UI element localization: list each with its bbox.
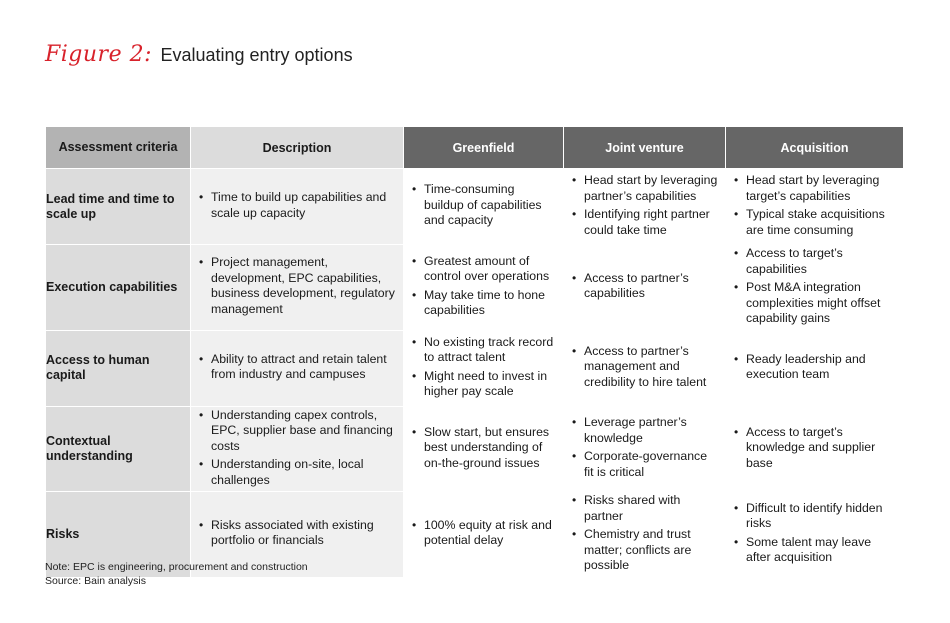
bullet-item: • Might need to invest in higher pay scale <box>412 369 557 400</box>
bullet-item: • Risks shared with partner <box>572 493 719 524</box>
figure-title-block <box>45 42 353 67</box>
row-description <box>191 245 404 331</box>
bullet-item: • Project management, development, EPC capabilities, business development, regulatory management <box>199 255 397 317</box>
header-greenfield: Greenfield <box>404 127 564 169</box>
header-description: Description <box>191 127 404 169</box>
row-criteria: Execution capabilities <box>46 245 191 331</box>
row-greenfield <box>404 330 564 406</box>
bullet-item: • Access to partner’s management and credibility to hire talent <box>572 344 719 391</box>
bullet-item: • Difficult to identify hidden risks <box>734 501 897 532</box>
bullet-item: • May take time to hone capabilities <box>412 288 557 319</box>
source-text: Source: Bain analysis <box>45 575 146 587</box>
row-criteria: Contextual understanding <box>46 406 191 492</box>
row-description <box>191 406 404 492</box>
row-greenfield <box>404 492 564 578</box>
row-acquisition <box>726 169 904 245</box>
footnotes <box>45 560 308 588</box>
row-joint-venture <box>564 492 726 578</box>
bullet-item: • Time to build up capabilities and scale up capacity <box>199 190 397 221</box>
bullet-item: • Access to target’s capabilities <box>734 246 897 277</box>
bullet-item: • Time-consuming buildup of capabilities and capacity <box>412 182 557 229</box>
header-joint-venture: Joint venture <box>564 127 726 169</box>
row-acquisition <box>726 406 904 492</box>
bullet-item: • No existing track record to attract talent <box>412 335 557 366</box>
row-criteria: Risks <box>46 492 191 578</box>
row-greenfield <box>404 245 564 331</box>
row-joint-venture <box>564 330 726 406</box>
bullet-item: • Head start by leveraging target’s capabilities <box>734 173 897 204</box>
row-greenfield <box>404 406 564 492</box>
bullet-item: • Understanding capex controls, EPC, supplier base and financing costs <box>199 408 397 455</box>
row-greenfield <box>404 169 564 245</box>
row-description <box>191 169 404 245</box>
row-acquisition <box>726 492 904 578</box>
figure-title: Evaluating entry options <box>160 45 353 65</box>
table-row <box>46 169 904 245</box>
bullet-item: • Some talent may leave after acquisition <box>734 535 897 566</box>
bullet-item: • Risks associated with existing portfolio or financials <box>199 518 397 549</box>
bullet-item: • Identifying right partner could take time <box>572 207 719 238</box>
row-joint-venture <box>564 245 726 331</box>
row-acquisition <box>726 330 904 406</box>
row-description <box>191 330 404 406</box>
row-criteria: Access to human capital <box>46 330 191 406</box>
table-row <box>46 330 904 406</box>
bullet-item: • Ability to attract and retain talent from industry and campuses <box>199 352 397 383</box>
bullet-item: • Corporate-governance fit is critical <box>572 449 719 480</box>
bullet-item: • Ready leadership and execution team <box>734 352 897 383</box>
bullet-item: • Chemistry and trust matter; conflicts are possible <box>572 527 719 574</box>
bullet-item: • Understanding on-site, local challenges <box>199 457 397 488</box>
row-criteria: Lead time and time to scale up <box>46 169 191 245</box>
bullet-item: • Greatest amount of control over operations <box>412 254 557 285</box>
header-acquisition: Acquisition <box>726 127 904 169</box>
bullet-item: • 100% equity at risk and potential delay <box>412 518 557 549</box>
row-joint-venture <box>564 169 726 245</box>
bullet-item: • Leverage partner’s knowledge <box>572 415 719 446</box>
row-joint-venture <box>564 406 726 492</box>
table-row <box>46 245 904 331</box>
header-criteria: Assessment criteria <box>46 127 191 169</box>
bullet-item: • Head start by leveraging partner’s capabilities <box>572 173 719 204</box>
bullet-item: • Post M&A integration complexities might offset capability gains <box>734 280 897 327</box>
row-acquisition <box>726 245 904 331</box>
entry-options-table <box>45 126 904 578</box>
table-header-row <box>46 127 904 169</box>
bullet-item: • Typical stake acquisitions are time consuming <box>734 207 897 238</box>
bullet-item: • Access to target’s knowledge and supplier base <box>734 425 897 472</box>
table-row <box>46 406 904 492</box>
note-text: Note: EPC is engineering, procurement and construction <box>45 561 308 573</box>
figure-label: Figure 2: <box>45 42 152 67</box>
bullet-item: • Slow start, but ensures best understanding of on-the-ground issues <box>412 425 557 472</box>
bullet-item: • Access to partner’s capabilities <box>572 271 719 302</box>
